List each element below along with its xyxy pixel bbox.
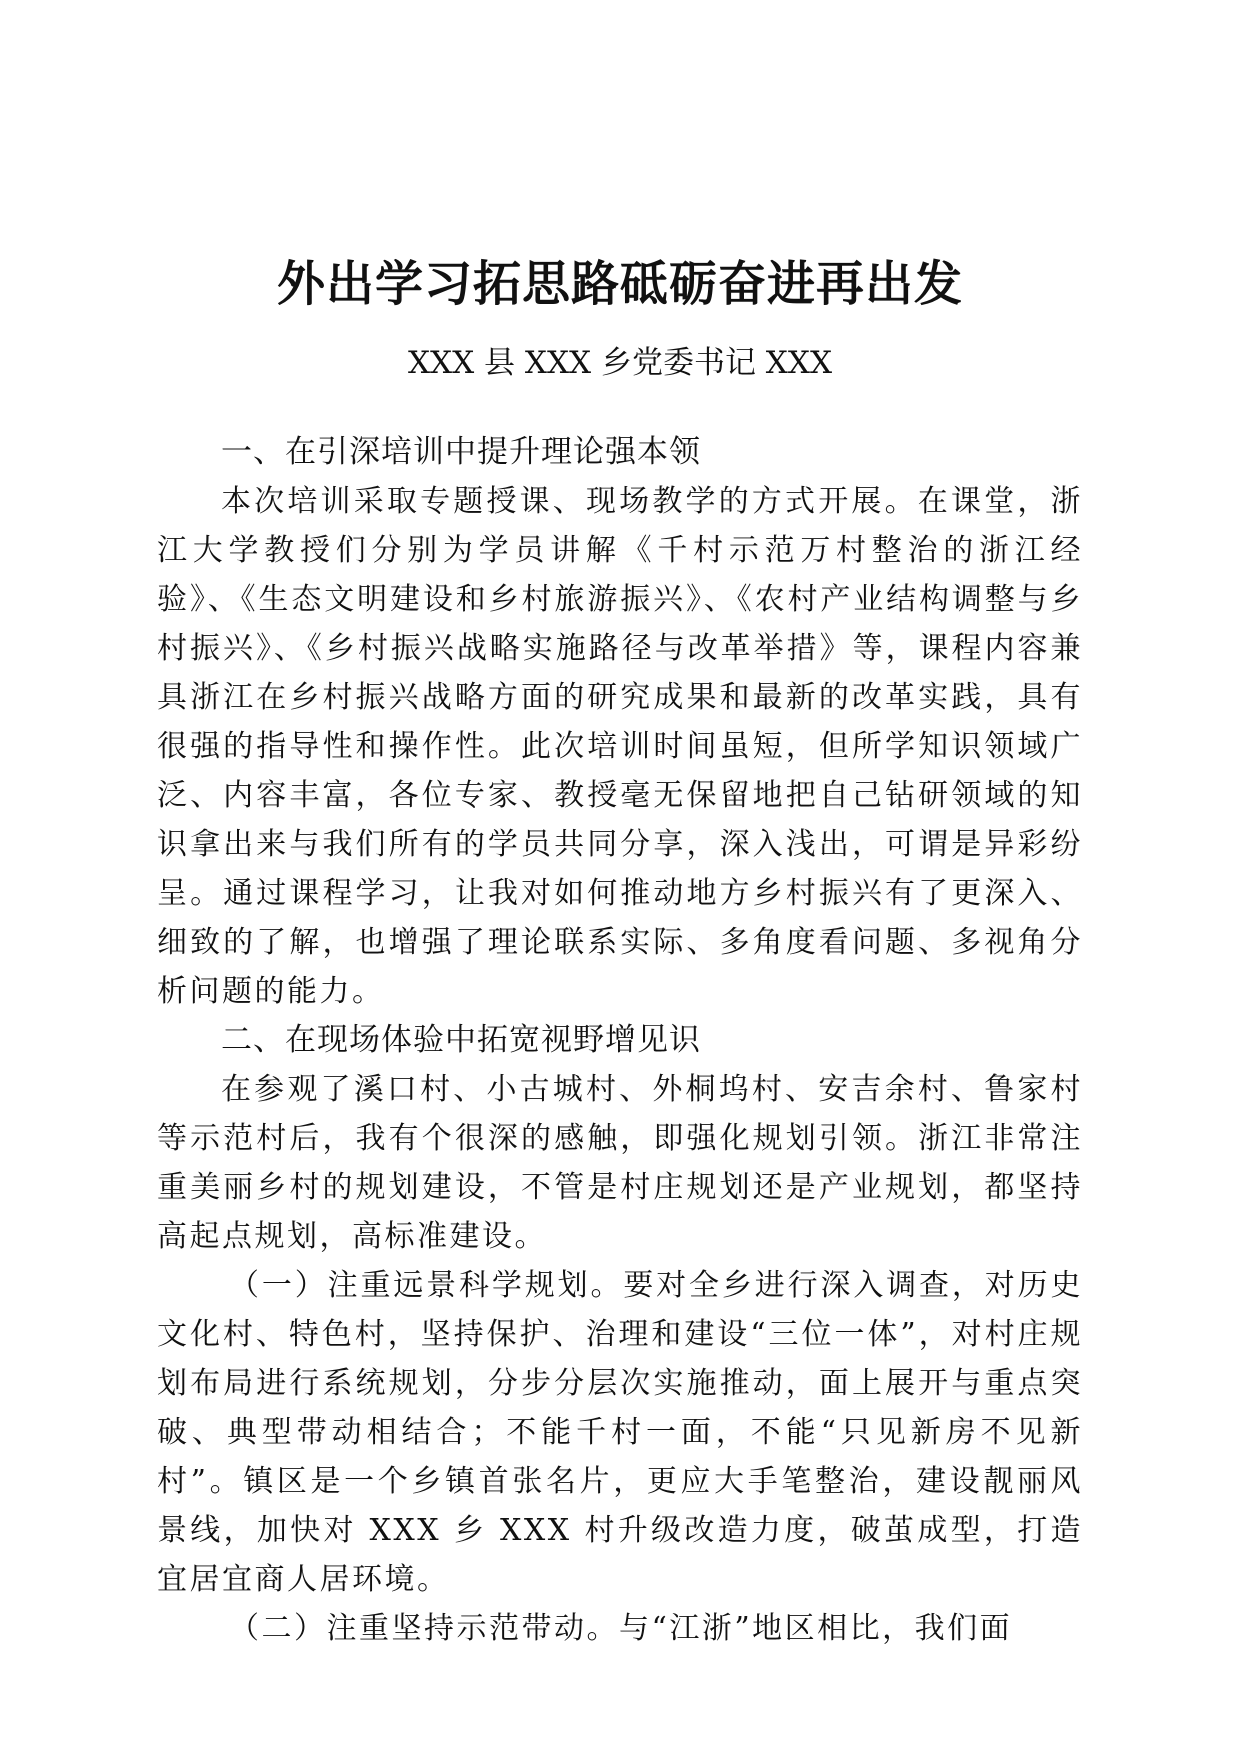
section-heading-2: 二、在现场体验中拓宽视野增见识 xyxy=(221,1022,701,1058)
section-2-paragraph-3: （二）注重坚持示范带动。与“江浙”地区相比，我们面 xyxy=(229,1611,1013,1646)
section-1-paragraph-1: 本次培训采取专题授课、现场教学的方式开展。在课堂，浙江大学教授们分别为学员讲解《千村示范万村整治的浙江经验》、《生态文明建设和乡村旅游振兴》、《农村产业结构调整与乡村振兴》、《乡村振兴战略实施路径与改革举措》等，课程内容兼具浙江在乡村振兴战略方面的研究成果和最新的改革实践，具有很强的指导性和操作性。此次培训时间虽短，但所学知识领域广泛、内容丰富，各位专家、教授毫无保留地把自己钻研领域的知识拿出来与我们所有的学员共同分享，深入浅出，可谓是异彩纷呈。通过课程学习，让我对如何推动地方乡村振兴有了更深入、细致的了解，也增强了理论联系实际、多角度看问题、多视角分析问题的能力。 xyxy=(157,484,1083,1009)
section-heading-1: 一、在引深培训中提升理论强本领 xyxy=(221,434,701,470)
section-2-paragraph-1: 在参观了溪口村、小古城村、外桐坞村、安吉余村、鲁家村等示范村后，我有个很深的感触，即强化规划引领。浙江非常注重美丽乡村的规划建设，不管是村庄规划还是产业规划，都坚持高起点规划，高标准建设。 xyxy=(157,1072,1083,1254)
document-body xyxy=(157,428,1083,1653)
document-author: XXX 县 XXX 乡党委书记 XXX xyxy=(407,345,833,381)
document-title: 外出学习拓思路砥砺奋进再出发 xyxy=(276,256,963,312)
section-2-paragraph-2: （一）注重远景科学规划。要对全乡进行深入调查，对历史文化村、特色村，坚持保护、治理和建设“三位一体”，对村庄规划布局进行系统规划，分步分层次实施推动，面上展开与重点突破、典型带动相结合；不能千村一面，不能“只见新房不见新村”。镇区是一个乡镇首张名片，更应大手笔整治，建设靓丽风景线，加快对 XXX 乡 XXX 村升级改造力度，破茧成型，打造宜居宜商人居环境。 xyxy=(157,1268,1083,1597)
